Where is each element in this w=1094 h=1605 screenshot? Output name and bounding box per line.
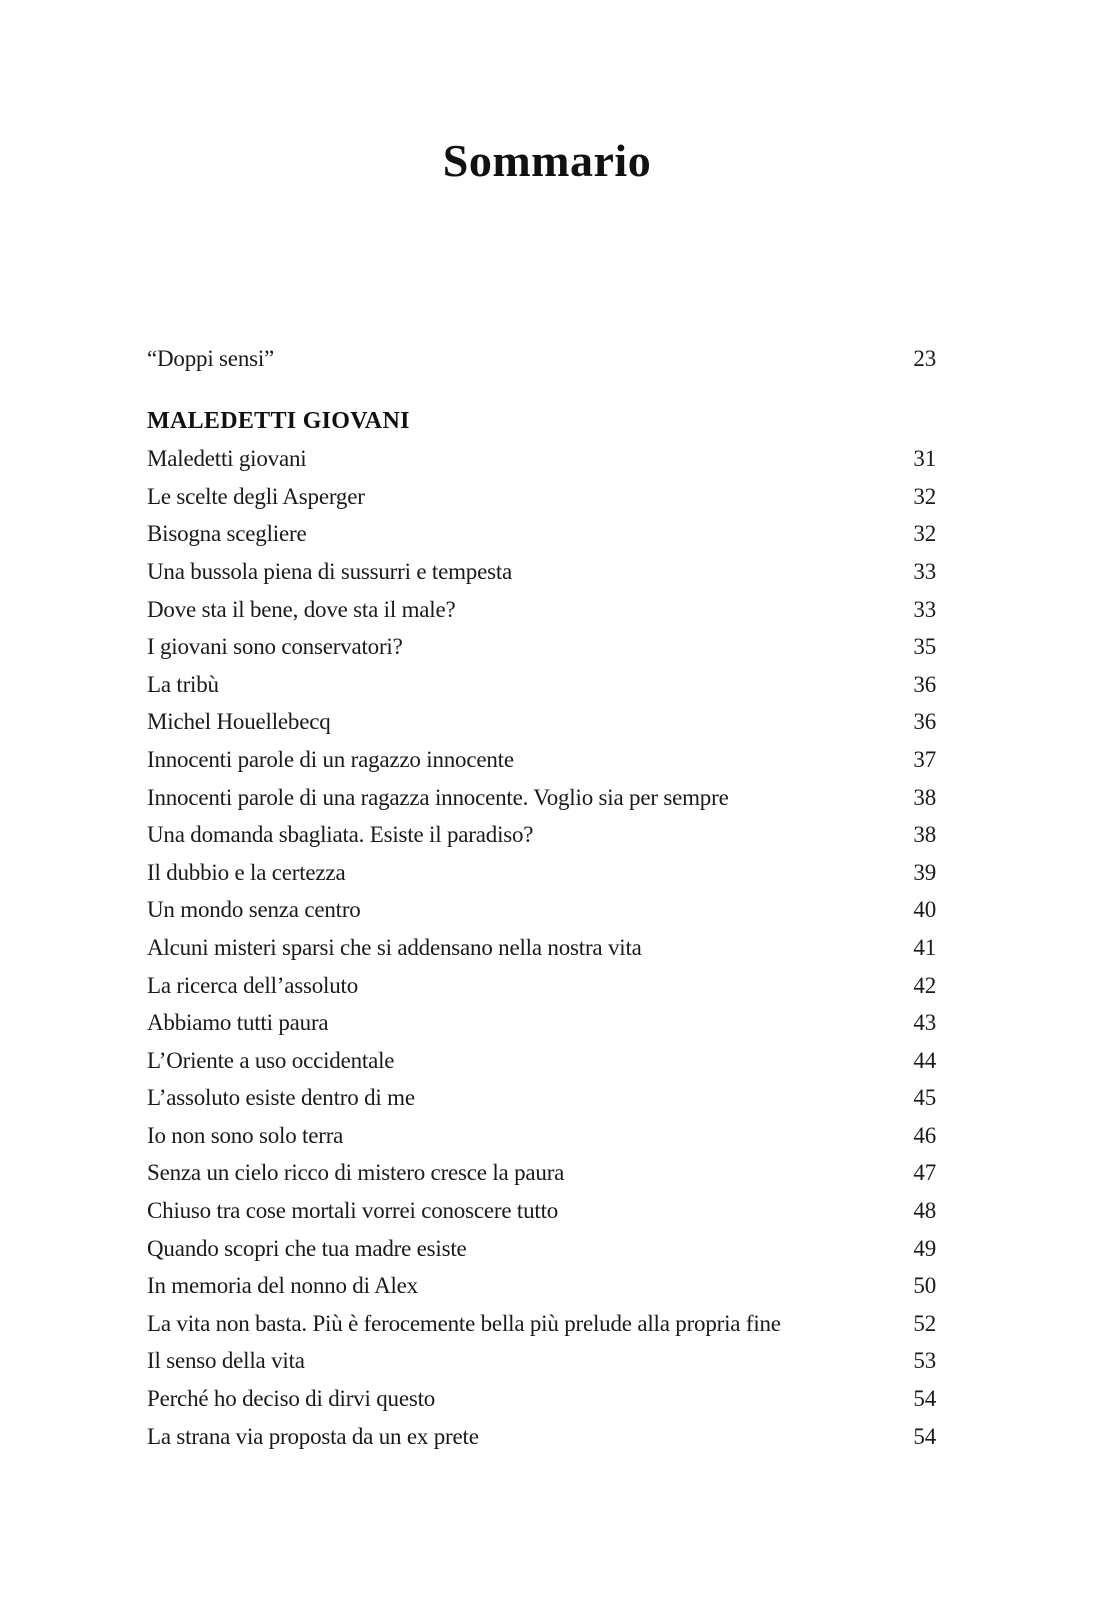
toc-entry-label: Abbiamo tutti paura (147, 1010, 329, 1036)
toc-entry-page: 54 (913, 1386, 936, 1412)
toc-entry-label: Senza un cielo ricco di mistero cresce la paura (147, 1160, 565, 1186)
toc-entry-page: 48 (913, 1198, 936, 1224)
toc-entry-page: 36 (913, 709, 936, 735)
toc-entry-page: 49 (913, 1235, 936, 1261)
toc-entry (147, 1305, 936, 1343)
toc-entry-page: 46 (913, 1122, 936, 1148)
toc-entry (147, 741, 936, 779)
toc-entry (147, 1342, 936, 1380)
toc-entry (147, 1380, 936, 1418)
toc-entry-label: La tribù (147, 671, 219, 697)
toc-entry-page: 38 (913, 822, 936, 848)
toc-entry-label: Io non sono solo terra (147, 1122, 344, 1148)
toc-entry-label: La strana via proposta da un ex prete (147, 1423, 479, 1449)
toc-entry-page: 44 (913, 1047, 936, 1073)
toc-entry-label: Le scelte degli Asperger (147, 483, 365, 509)
toc-entry (147, 1117, 936, 1155)
toc-entry (147, 628, 936, 666)
toc-entry-page: 32 (913, 521, 936, 547)
toc-entry (147, 515, 936, 553)
toc-entry (147, 1004, 936, 1042)
toc-entry-label: Il senso della vita (147, 1348, 305, 1374)
toc-entry-label: Il dubbio e la certezza (147, 859, 346, 885)
toc-entry (147, 1230, 936, 1268)
toc-entry-label: Un mondo senza centro (147, 897, 361, 923)
toc-entry-label: In memoria del nonno di Alex (147, 1273, 418, 1299)
table-of-contents (147, 340, 936, 1455)
toc-entry-page: 33 (913, 558, 936, 584)
toc-entry-page: 50 (913, 1273, 936, 1299)
toc-entry (147, 703, 936, 741)
toc-entry-label: Innocenti parole di una ragazza innocente. Voglio sia per sempre (147, 784, 729, 810)
toc-entry (147, 1267, 936, 1305)
toc-entry (147, 591, 936, 629)
toc-entry-label: Michel Houellebecq (147, 709, 331, 735)
toc-entry-page: 38 (913, 784, 936, 810)
toc-entry (147, 553, 936, 591)
toc-entry (147, 1192, 936, 1230)
toc-entry-label: Una domanda sbagliata. Esiste il paradiso? (147, 822, 534, 848)
toc-entry (147, 1042, 936, 1080)
toc-entry (147, 666, 936, 704)
toc-entry (147, 1079, 936, 1117)
toc-entry-label: Maledetti giovani (147, 446, 307, 472)
toc-entry-label: Bisogna scegliere (147, 521, 307, 547)
toc-entry-page: 35 (913, 634, 936, 660)
toc-entry-page: 31 (913, 446, 936, 472)
toc-entry-label: L’assoluto esiste dentro di me (147, 1085, 415, 1111)
toc-entry-label: I giovani sono conservatori? (147, 634, 403, 660)
toc-entry-page: 41 (913, 934, 936, 960)
toc-entry (147, 779, 936, 817)
toc-entry-page: 33 (913, 596, 936, 622)
toc-entry-page: 37 (913, 746, 936, 772)
toc-entry-label: Quando scopri che tua madre esiste (147, 1235, 467, 1261)
toc-entry-page: 47 (913, 1160, 936, 1186)
toc-entry-page: 36 (913, 671, 936, 697)
toc-entry-page: 54 (913, 1423, 936, 1449)
toc-entry (147, 1154, 936, 1192)
toc-section-heading: MALEDETTI GIOVANI (147, 407, 410, 434)
toc-entry-label: Perché ho deciso di dirvi questo (147, 1386, 436, 1412)
toc-entry-label: L’Oriente a uso occidentale (147, 1047, 395, 1073)
toc-entry-page: 40 (913, 897, 936, 923)
toc-entry (147, 1418, 936, 1456)
toc-entry-label: Alcuni misteri sparsi che si addensano nella nostra vita (147, 934, 642, 960)
toc-entry-page: 42 (913, 972, 936, 998)
toc-entry-label: Una bussola piena di sussurri e tempesta (147, 558, 513, 584)
toc-entry-label: Innocenti parole di un ragazzo innocente (147, 746, 514, 772)
toc-entry-label: Dove sta il bene, dove sta il male? (147, 596, 456, 622)
toc-entry (147, 929, 936, 967)
toc-entry-label: “Doppi sensi” (147, 346, 275, 371)
toc-entry-page: 53 (913, 1348, 936, 1374)
toc-entry (147, 440, 936, 478)
toc-entry (147, 854, 936, 892)
toc-entry (147, 967, 936, 1005)
toc-entry-label: Chiuso tra cose mortali vorrei conoscere tutto (147, 1198, 559, 1224)
toc-entry-page: 23 (913, 346, 936, 371)
toc-entry (147, 478, 936, 516)
toc-entry-page: 43 (913, 1010, 936, 1036)
toc-entry-page: 45 (913, 1085, 936, 1111)
toc-entry-label: La ricerca dell’assoluto (147, 972, 359, 998)
toc-entry (147, 816, 936, 854)
toc-entry-page: 39 (913, 859, 936, 885)
toc-entry-page: 52 (913, 1310, 936, 1336)
page-title: Sommario (442, 135, 652, 186)
toc-entry (147, 340, 936, 378)
toc-entry-label: La vita non basta. Più è ferocemente bella più prelude alla propria fine (147, 1310, 781, 1336)
toc-entry-page: 32 (913, 483, 936, 509)
toc-entry (147, 891, 936, 929)
